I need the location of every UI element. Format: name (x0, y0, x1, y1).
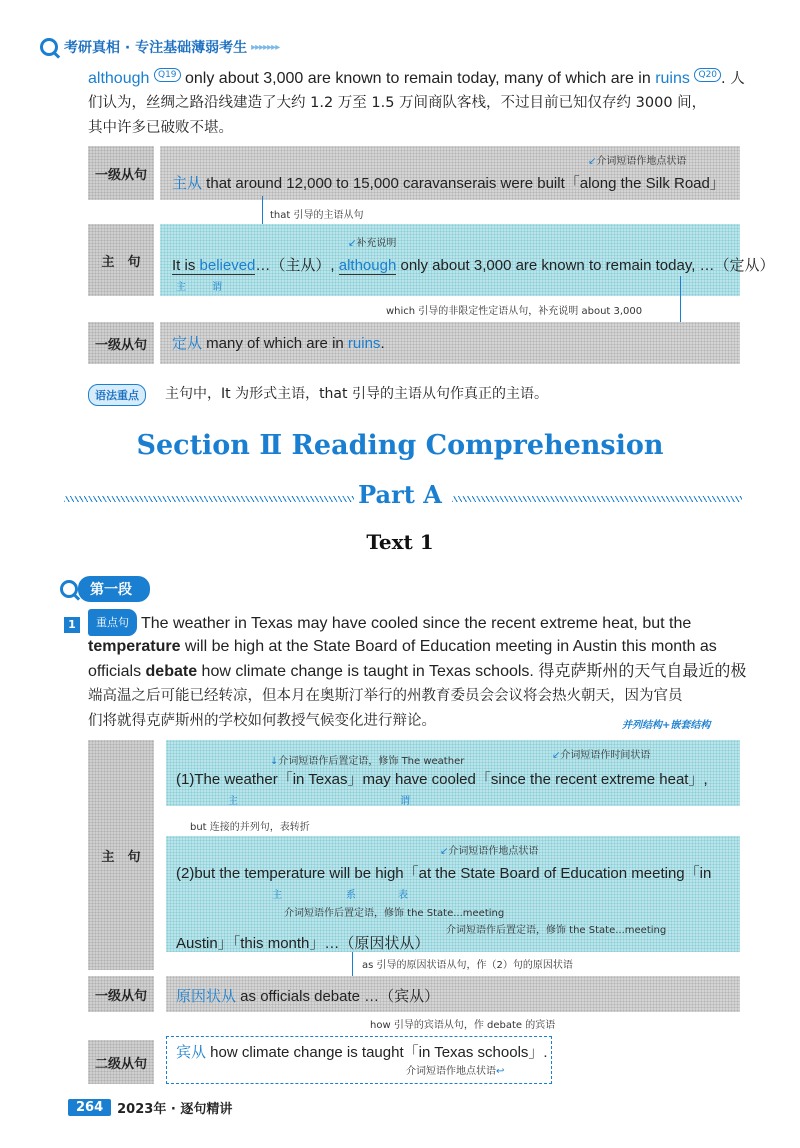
word-ruins: ruins (655, 70, 690, 87)
q19-tag: Q19 (154, 68, 181, 82)
paragraph-line-4: 端高温之后可能已经转凉，但本月在奥斯汀举行的州教育委员会会议将会热火朝天，因为官员 (88, 688, 683, 704)
intro-text-end: . 人 (721, 71, 745, 87)
note-place-adverbial: ↙介词短语作地点状语 (588, 156, 687, 167)
label-subject-3: 主 (272, 890, 282, 901)
note-weather: ↓介词短语作后置定语，修饰 The weather (270, 756, 465, 767)
label-level1-2: 一级从句 (88, 976, 154, 1012)
sentence-reason-clause: 原因状从 as officials debate …（宾从） (176, 988, 440, 1005)
sentence-clause-2: (2)but the temperature will be high「at the State Board of Education meeting「in (176, 865, 712, 882)
text-title: Text 1 (366, 530, 434, 554)
label-level2: 二级从句 (88, 1040, 154, 1084)
note-that-clause: that 引导的主语从句 (270, 210, 364, 221)
connector-line-3 (352, 952, 353, 976)
page-footer (68, 1098, 232, 1117)
sentence-subject-clause: 主从 that around 12,000 to 15,000 caravanserais were built「along the Silk Road」 (172, 175, 725, 192)
footer-text: 2023年 · 逐句精讲 (117, 1102, 233, 1117)
paragraph-badge (60, 576, 150, 602)
label-subject: 主 (176, 282, 186, 293)
note-supplement: ↙补充说明 (348, 238, 397, 249)
page-header (40, 36, 279, 58)
sentence-object-clause: 宾从 how climate change is taught「in Texas schools」. (176, 1044, 548, 1061)
grammar-badge: 语法重点 (88, 384, 146, 406)
label-link-verb: 系 (346, 890, 356, 901)
intro-line-2: 们认为，丝绸之路沿线建造了大约 1.2 万至 1.5 万间商队客栈，不过目前已知仅存约 3000 间， (88, 95, 707, 111)
paragraph-line-1: 重点句 The weather in Texas may have cooled since the recent extreme heat, but the (88, 609, 748, 637)
header-arrows: ▸▸▸▸▸▸▸ (251, 41, 280, 53)
sentence-number: 1 (64, 617, 80, 633)
label-level1-top: 一级从句 (88, 146, 154, 200)
paragraph-line-2: temperature will be high at the State Board of Education meeting in Austin this month as (88, 638, 717, 655)
label-predicate-2: 谓 (400, 796, 410, 807)
magnifier-q-icon (60, 580, 78, 598)
note-which-clause: which 引导的非限定性定语从句，补充说明 about 3,000 (386, 306, 643, 317)
part-divider-right (452, 496, 742, 502)
header-title: 考研真相 · 专注基础薄弱考生 (64, 40, 248, 56)
intro-line-1 (88, 66, 748, 92)
note-state-1: 介词短语作后置定语，修饰 the State...meeting (284, 908, 505, 919)
magnifier-q-icon (40, 38, 58, 56)
key-sentence-tag: 重点句 (88, 609, 137, 636)
paragraph-line-5: 们将就得克萨斯州的学校如何教授气候变化进行辩论。 (88, 713, 436, 729)
note-but: but 连接的并列句，表转折 (190, 822, 310, 833)
paragraph-line-3: officials debate how climate change is taught in Texas schools. 得克萨斯州的天气自最近的极 (88, 663, 747, 680)
sentence-relative-clause: 定从 many of which are in ruins. (172, 335, 385, 352)
label-subject-2: 主 (228, 796, 238, 807)
page-number: 264 (68, 1099, 111, 1116)
intro-line-3: 其中许多已破败不堪。 (88, 120, 233, 136)
note-place-3: 介词短语作地点状语↩ (406, 1066, 505, 1077)
label-main-clause-2: 主 句 (88, 740, 154, 970)
sentence-clause-3: Austin」「this month」…（原因状从） (176, 935, 430, 952)
intro-text: only about 3,000 are known to remain today, many of which are in (180, 70, 656, 87)
note-as: as 引导的原因状语从句，作（2）句的原因状语 (362, 960, 573, 971)
part-title: Part A (358, 480, 442, 509)
label-main-clause: 主 句 (88, 224, 154, 296)
sentence-clause-1: (1)The weather「in Texas」may have cooled「since the recent extreme heat」, (176, 771, 708, 788)
paragraph-badge-label: 第一段 (78, 576, 150, 602)
structure-note: 并列结构+嵌套结构 (622, 720, 711, 731)
label-predicate: 谓 (212, 282, 222, 293)
section-title: Section Ⅱ Reading Comprehension (136, 430, 664, 461)
label-predicative: 表 (398, 890, 408, 901)
grammar-text: 主句中，It 为形式主语，that 引导的主语从句作真正的主语。 (165, 386, 548, 402)
label-level1-bottom: 一级从句 (88, 322, 154, 364)
connector-line-2 (680, 276, 681, 322)
note-place-2: ↙介词短语作地点状语 (440, 846, 539, 857)
word-although: although (88, 70, 150, 87)
note-how: how 引导的宾语从句，作 debate 的宾语 (370, 1020, 556, 1031)
note-state-2: 介词短语作后置定语，修饰 the State...meeting (446, 925, 667, 936)
q20-tag: Q20 (694, 68, 721, 82)
sentence-main: It is believed…（主从）, although only about 3,000 are known to remain today, …（定从） (172, 257, 775, 274)
note-time: ↙介词短语作时间状语 (552, 750, 651, 761)
